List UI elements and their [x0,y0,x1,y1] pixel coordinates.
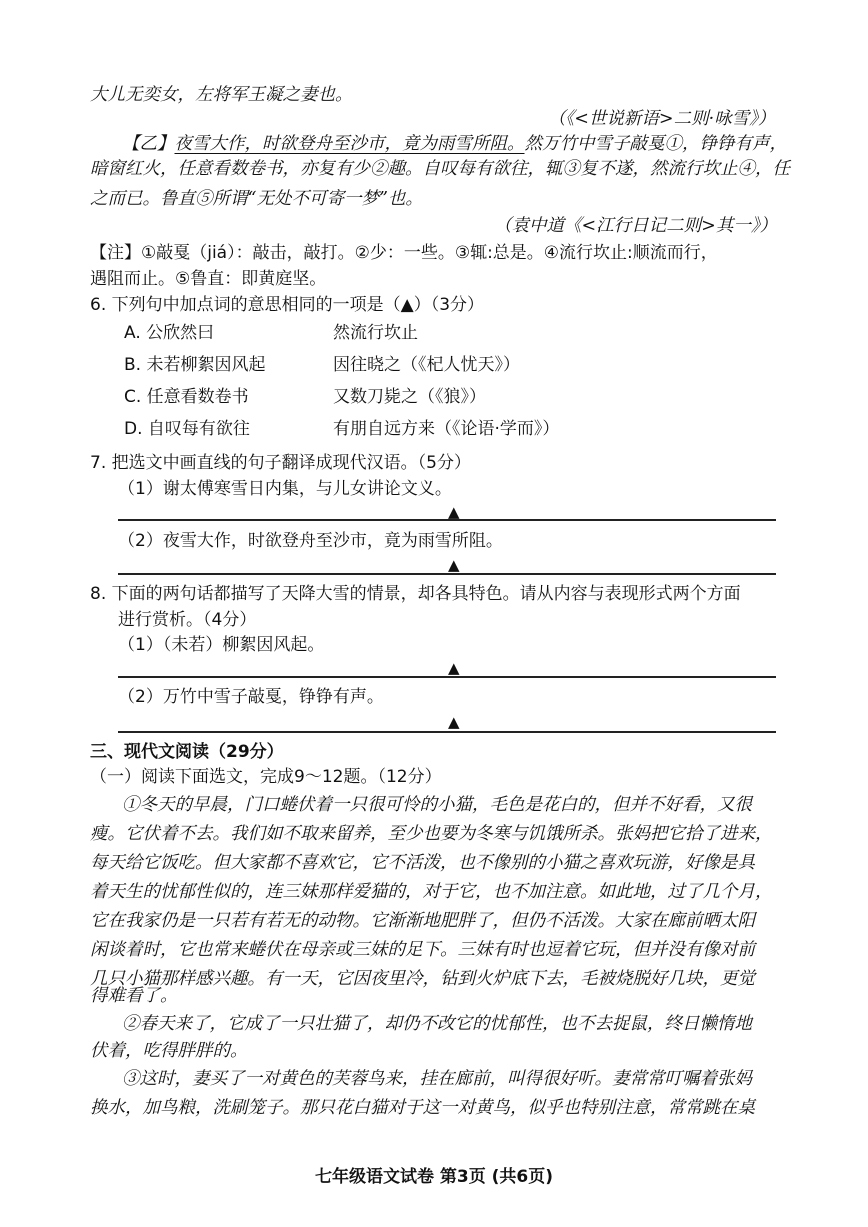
answer-blank-marker[interactable]: ▲ [400,295,414,315]
q6-option-c-left: C. 任意看数卷书 [124,387,249,407]
q8-answer-marker-1: ▲ [448,659,460,677]
story-p1-line5: 它在我家仍是一只若有若无的动物。它渐渐地肥胖了，但仍不活泼。大家在廊前晒太阳 [90,911,755,931]
question-6-stem [90,294,484,316]
story-p1-line6: 闲谈着时，它也常来蜷伏在母亲或三妹的足下。三妹有时也逗着它玩，但并没有像对前 [90,940,755,960]
passage-b-line3: 之而已。鲁直⑤所谓“无处不可寄一梦”也。 [90,189,423,209]
question-6-score: ）（3分） [413,295,485,315]
story-p1-line8: 得难看了。 [90,986,178,1006]
note-line1: 【注】①敲戛（jiá）：敲击，敲打。②少：一些。③辄:总是。④流行坎止:顺流而行， [90,243,718,263]
q7-answer-line-1[interactable] [118,519,776,521]
story-p1-line7: 几只小猫那样感兴趣。有一天，它因夜里冷，钻到火炉底下去，毛被烧脱好几块，更觉 [90,969,755,989]
story-p1-line2: 瘦。它伏着不去。我们如不取来留养，至少也要为冬寒与饥饿所杀。张妈把它拾了进来， [90,824,773,844]
page-footer: 七年级语文试卷 第3页 (共6页) [314,1167,554,1187]
q7-answer-line-2[interactable] [118,573,776,575]
story-p1-line3: 每天给它饭吃。但大家都不喜欢它，它不活泼，也不像别的小猫之喜欢玩游，好像是具 [90,853,755,873]
passage-a-source: （《<世说新语>二则·咏雪》） [548,109,776,129]
question-6-text: 6. 下列句中加点词的意思相同的一项是（ [90,295,401,315]
q6-option-b-left: B. 未若柳絮因风起 [124,355,266,375]
passage-b-source: （袁中道《<江行日记二则>其一》） [494,216,778,236]
q8-answer-marker-2: ▲ [448,713,460,731]
underlined-sentence: 夜雪大作，时欲登舟至沙市，竟为雨雪所阻。 [174,134,525,154]
passage-b-line1-rest: 然万竹中雪子敲戛①，铮铮有声， [524,134,787,154]
q6-option-c-right: 又数刀毙之（《狼》） [333,387,486,407]
passage-b-line2: 暗窗红火，任意看数卷书，亦复有少②趣。自叹每有欲往，辄③复不遂，然流行坎止④，任 [90,159,790,179]
story-p2-line2: 伏着，吃得胖胖的。 [90,1041,248,1061]
q6-option-d-left: D. 自叹每有欲往 [124,419,250,439]
note-line2: 遇阻而止。⑤鲁直：即黄庭坚。 [90,269,327,289]
story-p2-line1: ②春天来了，它成了一只壮猫了，却仍不改它的忧郁性，也不去捉鼠，终日懒惰地 [122,1014,752,1034]
question-7-sub1: （1）谢太傅寒雪日内集，与儿女讲论文义。 [118,479,452,499]
story-p3-line2: 换水，加鸟粮，洗刷笼子。那只花白猫对于这一对黄鸟，似乎也特别注意，常常跳在桌 [90,1098,755,1118]
q8-answer-line-2[interactable] [118,731,776,733]
story-p3-line1: ③这时，妻买了一对黄色的芙蓉鸟来，挂在廊前，叫得很好听。妻常常叮嘱着张妈 [122,1069,752,1089]
passage-b-line1 [122,133,787,155]
question-8-stem-line2: 进行赏析。（4分） [118,610,257,630]
q8-answer-line-1[interactable] [118,676,776,678]
q6-option-a-right: 然流行坎止 [333,323,418,343]
passage-a-tail: 大儿无奕女，左将军王凝之妻也。 [90,85,353,105]
q7-answer-marker-1: ▲ [448,503,460,521]
question-7-sub2: （2）夜雪大作，时欲登舟至沙市，竟为雨雪所阻。 [118,531,503,551]
question-8-sub1: （1）（未若）柳絮因风起。 [118,635,325,655]
question-7-stem: 7. 把选文中画直线的句子翻译成现代汉语。（5分） [90,453,471,473]
section-3-title: 三、现代文阅读（29分） [90,742,284,762]
q7-answer-marker-2: ▲ [448,556,460,574]
q6-option-d-right: 有朋自远方来（《论语·学而》） [333,419,560,439]
story-p1-line4: 着天生的忧郁性似的，连三妹那样爱猫的，对于它，也不加注意。如此地，过了几个月， [90,882,773,902]
q6-option-b-right: 因往晓之（《杞人忧天》） [333,355,520,375]
section-3-part1: （一）阅读下面选文，完成9～12题。（12分） [90,767,442,787]
question-8-sub2: （2）万竹中雪子敲戛，铮铮有声。 [118,687,384,707]
q6-option-a-left: A. 公欣然曰 [124,323,215,343]
passage-b-label: 【乙】 [122,134,175,154]
story-p1-line1: ①冬天的早晨，门口蜷伏着一只很可怜的小猫，毛色是花白的，但并不好看，又很 [122,795,752,815]
question-8-stem-line1: 8. 下面的两句话都描写了天降大雪的情景，却各具特色。请从内容与表现形式两个方面 [90,584,741,604]
